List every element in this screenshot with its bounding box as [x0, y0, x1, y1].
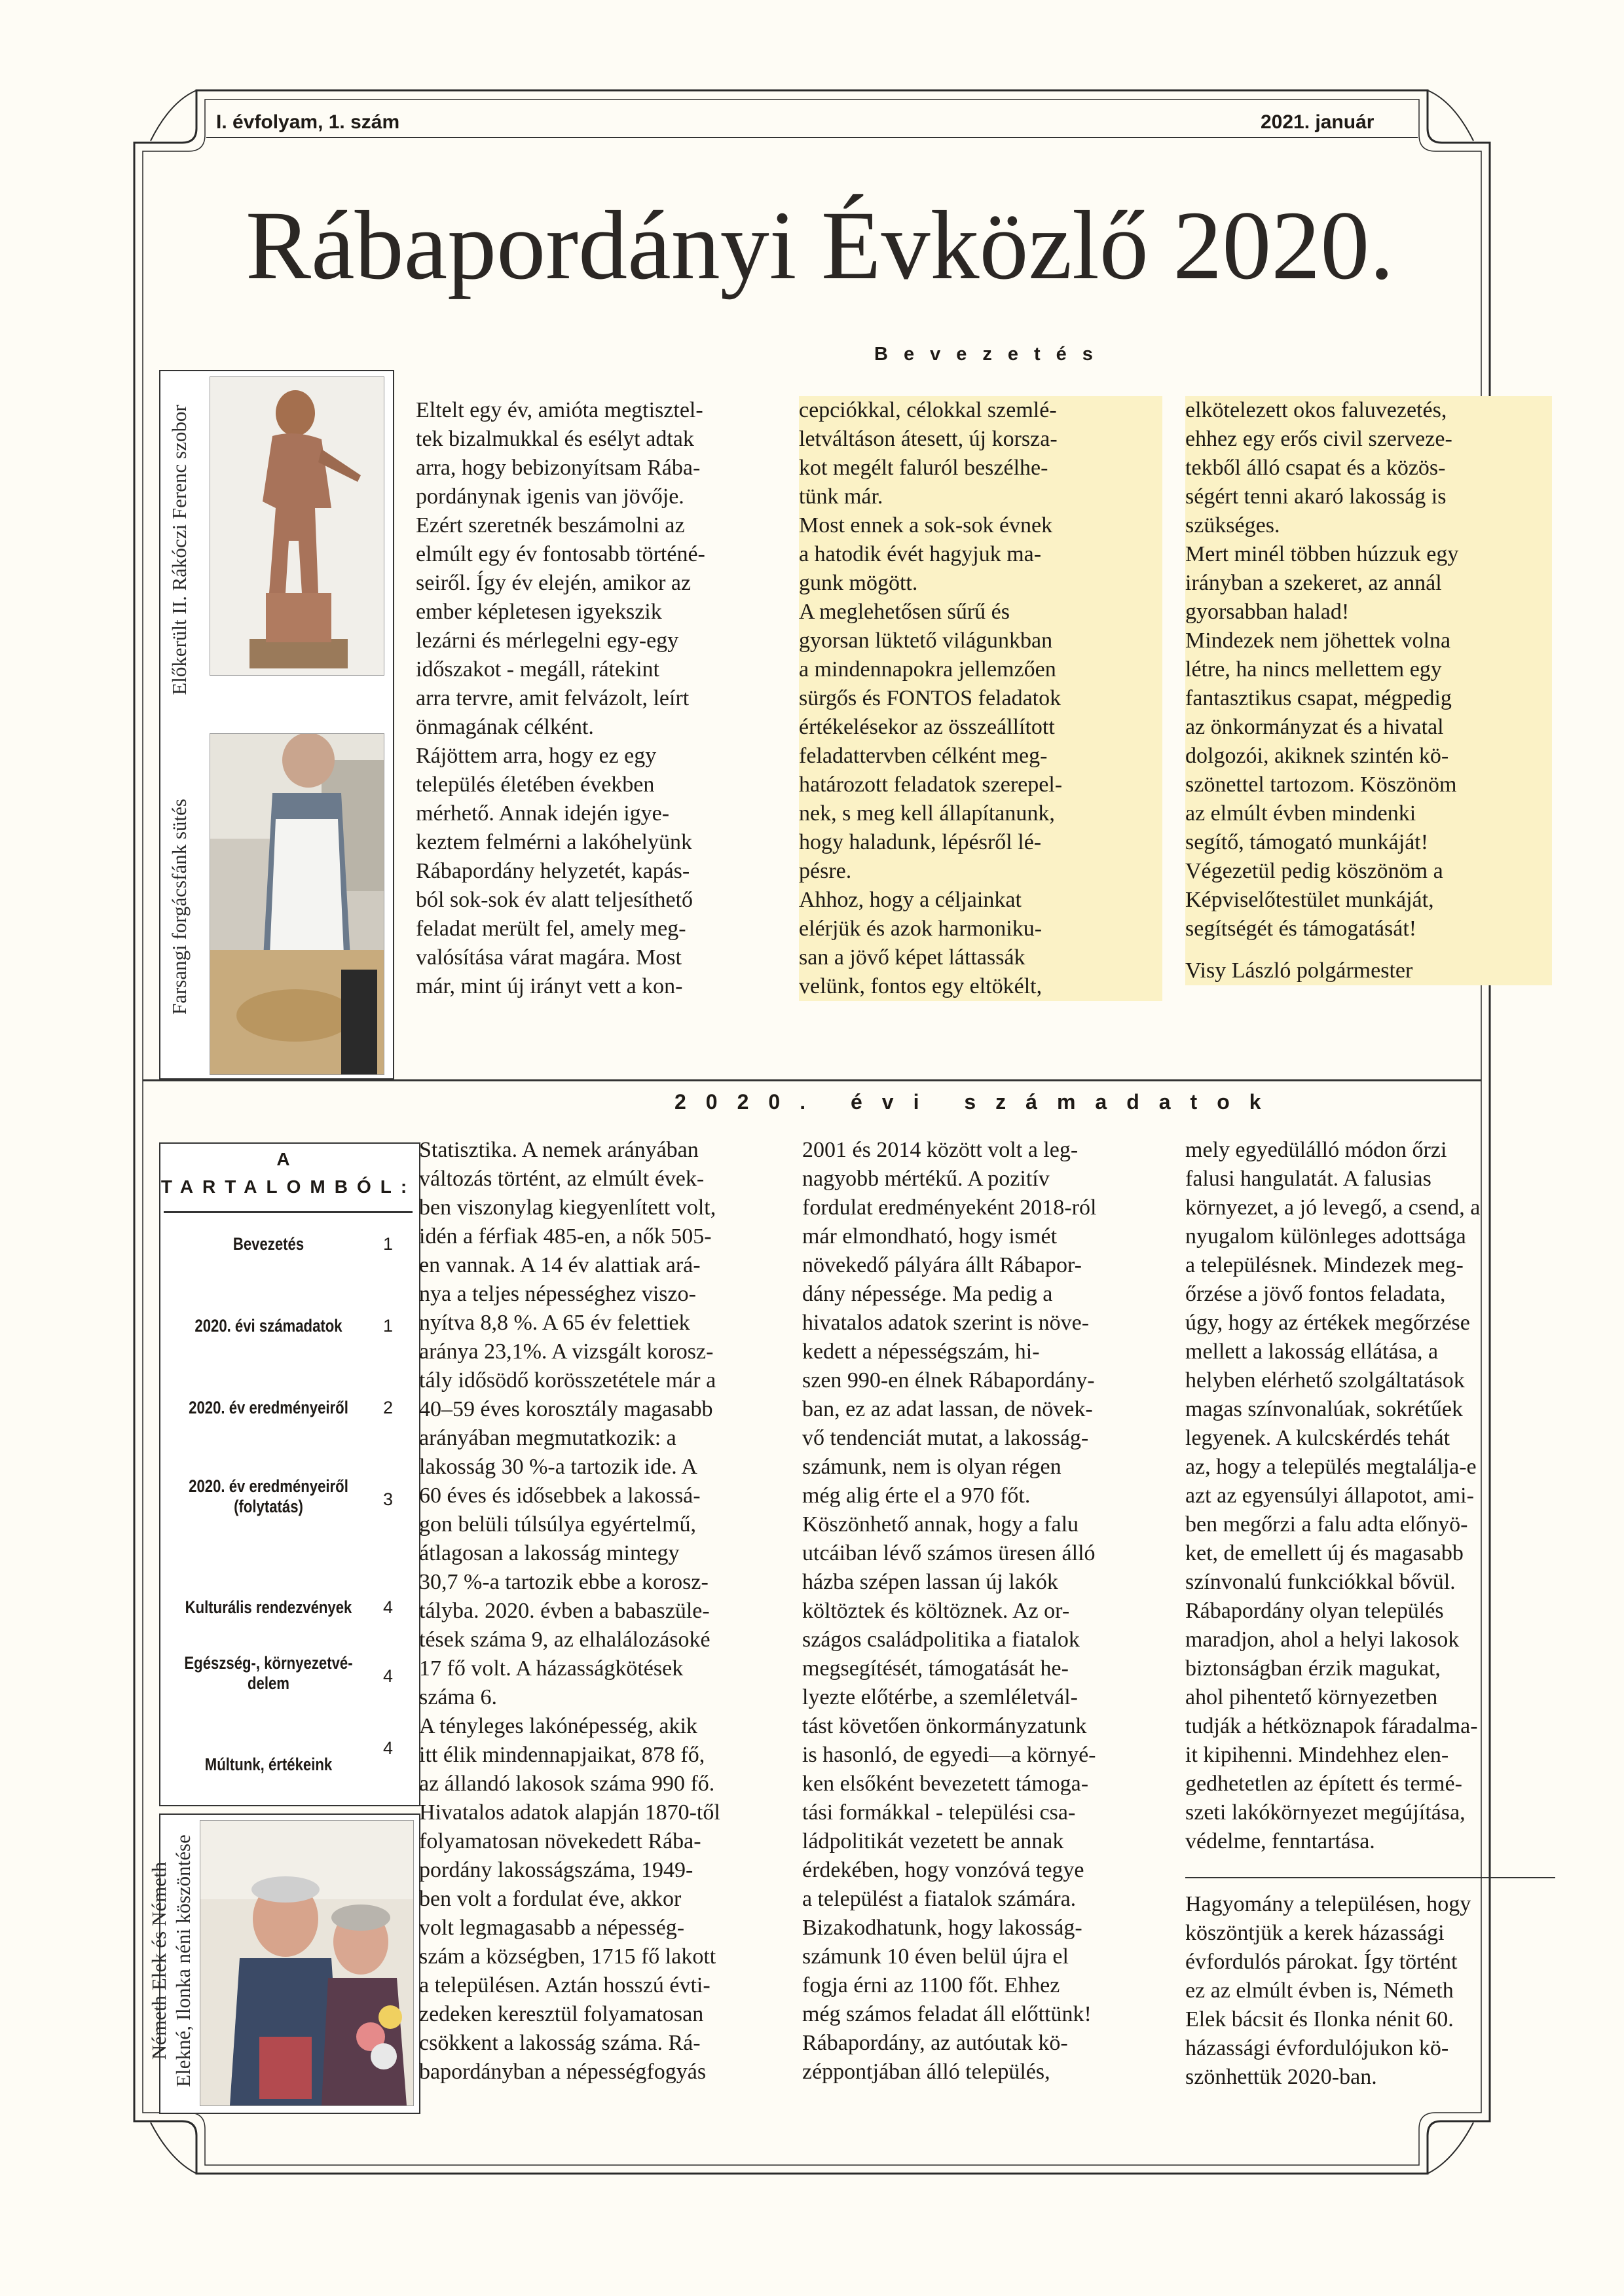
text-line: az önkormányzat és a hivatal: [1185, 715, 1444, 739]
text-line: a települést a fiatalok számára.: [802, 1887, 1077, 1911]
toc-item[interactable]: [164, 1234, 413, 1273]
intro-column-1: [416, 396, 776, 1001]
text-line: ben viszonylag kiegyenlített volt,: [419, 1195, 716, 1220]
text-line: ben megőrzi a falu adta előnyö-: [1185, 1512, 1468, 1537]
text-line: ból sok-sok év alatt teljesíthető: [416, 888, 693, 912]
text-line: en vannak. A 14 év alattiak ará-: [419, 1253, 701, 1277]
text-line: gyorsan lüktető világunkban: [799, 629, 1053, 653]
text-line: segítségét és támogatását!: [1185, 917, 1417, 941]
text-line: gon belüli túlsúlya egyértelmű,: [419, 1512, 697, 1537]
text-line: szen 990-en élnek Rábapordány-: [802, 1368, 1095, 1393]
text-line: önmagának célként.: [416, 715, 594, 739]
text-line: helyben elérhető szolgáltatások: [1185, 1368, 1465, 1393]
text-line: A meglehetősen sűrű és: [799, 600, 1010, 624]
text-line: szám a községben, 1715 fő lakott: [419, 1944, 716, 1969]
toc-item-page: 3: [383, 1489, 394, 1509]
text-line: köszöntjük a kerek házassági: [1185, 1921, 1445, 1945]
text-line: valósítása várat magára. Most: [416, 945, 682, 970]
toc-heading-line1: A: [276, 1149, 301, 1169]
text-line: Bizakodhatunk, hogy lakosság-: [802, 1916, 1082, 1940]
text-line: határozott feladatok szerepel-: [799, 773, 1063, 797]
toc-item-label: 2020. évi számadatok: [194, 1316, 342, 1336]
section-heading-szamadatok: 2020. évi számadatok: [674, 1090, 1281, 1114]
text-line: tály idősödő korösszetétele már a: [419, 1368, 716, 1393]
couple-photo: [200, 1820, 414, 2106]
text-line: nya a teljes népességhez viszo-: [419, 1282, 696, 1306]
text-line: Ahhoz, hogy a céljainkat: [799, 888, 1022, 912]
text-line: Elek bácsit és Ilonka nénit 60.: [1185, 2007, 1454, 2032]
signature: Visy László polgármester: [1185, 958, 1413, 983]
issue-number: I. évfolyam, 1. szám: [216, 111, 400, 133]
text-line: kot megélt faluról beszélhe-: [799, 456, 1048, 480]
text-line: szönhettük 2020-ban.: [1185, 2065, 1377, 2089]
text-line: az állandó lakosok száma 990 fő.: [419, 1772, 715, 1796]
text-line: fordulat eredményeként 2018-ról: [802, 1195, 1097, 1220]
text-line: száma 6.: [419, 1685, 497, 1709]
toc-item[interactable]: [164, 1476, 413, 1535]
toc-item[interactable]: [164, 1738, 413, 1794]
text-line: idén a férfiak 485-en, a nők 505-: [419, 1224, 712, 1248]
text-line: értékelésekor az összeállított: [799, 715, 1055, 739]
statue-photo: [210, 376, 384, 676]
text-line: a hatodik évét hagyjuk ma-: [799, 542, 1042, 566]
text-line: Mert minél többen húzzuk egy: [1185, 542, 1459, 566]
toc-item-label: 2020. év eredményeiről (folytatás): [189, 1476, 348, 1516]
text-line: elérjük és azok harmoniku-: [799, 917, 1043, 941]
text-line: időszakot - megáll, rátekint: [416, 657, 659, 682]
text-line: növekedő pályára állt Rábapor-: [802, 1253, 1082, 1277]
text-line: mérhető. Annak idején igye-: [416, 801, 670, 826]
toc-rule: [164, 1211, 413, 1213]
text-line: számunk 10 éven belül újra el: [802, 1944, 1069, 1969]
text-line: szeti lakókörnyezet megújítása,: [1185, 1800, 1466, 1825]
section-heading-bevezetes: Bevezetés: [874, 344, 1109, 365]
text-line: volt legmagasabb a népesség-: [419, 1916, 685, 1940]
text-line: Hagyomány a településen, hogy: [1185, 1892, 1471, 1916]
caption-statue: Előkerült II. Rákóczi Ferenc szobor: [168, 405, 191, 695]
text-line: pordánynak igenis van jövője.: [416, 484, 684, 509]
text-line: őrzése a jövő fontos feladata,: [1185, 1282, 1446, 1306]
text-line: gyorsabban halad!: [1185, 600, 1350, 624]
text-line: Rábapordány olyan település: [1185, 1599, 1444, 1623]
text-line: pordány lakosságszáma, 1949-: [419, 1858, 693, 1882]
text-line: már, mint új irányt vett a kon-: [416, 974, 683, 998]
text-line: Rájöttem arra, hogy ez egy: [416, 744, 657, 768]
text-line: tések száma 9, az elhalálozásoké: [419, 1628, 710, 1652]
text-line: dány népessége. Ma pedig a: [802, 1282, 1053, 1306]
text-line: elmúlt egy év fontosabb történé-: [416, 542, 705, 566]
toc-item-label: Egészség-, környezetvé-delem: [184, 1653, 353, 1693]
text-line: szükséges.: [1185, 513, 1280, 538]
text-line: számunk, nem is olyan régen: [802, 1455, 1061, 1479]
text-line: falusi hangulatát. A falusias: [1185, 1167, 1431, 1191]
text-line: sürgős és FONTOS feladatok: [799, 686, 1061, 710]
stats-column-1: [419, 1136, 776, 2086]
text-line: aránya 23,1%. A vizsgált korosz-: [419, 1339, 714, 1364]
text-line: utcáiban lévő számos üresen álló: [802, 1541, 1096, 1565]
text-line: 30,7 %-a tartozik ebbe a korosz-: [419, 1570, 709, 1594]
toc-item-page: 2: [383, 1398, 394, 1417]
text-line: feladat merült fel, amely meg-: [416, 917, 686, 941]
text-line: seiről. Így év elején, amikor az: [416, 571, 692, 595]
text-line: változás történt, az elmúlt évek-: [419, 1167, 705, 1191]
text-line: ken elsőként bevezetett támoga-: [802, 1772, 1089, 1796]
text-line: tünk már.: [799, 484, 883, 509]
issue-date: 2021. január: [1261, 111, 1375, 133]
text-line: ember képletesen igyekszik: [416, 600, 662, 624]
toc-item-page: 1: [383, 1234, 394, 1254]
text-line: nyítva 8,8 %. A 65 év felettiek: [419, 1311, 690, 1335]
toc-item[interactable]: [164, 1653, 413, 1712]
caption-couple-line1: Németh Elek és Németh: [147, 1861, 170, 2060]
text-line: házba szépen lassan új lakók: [802, 1570, 1058, 1594]
text-line: cepciókkal, célokkal szemlé-: [799, 398, 1057, 422]
text-line: is hasonló, de egyedi—a környé-: [802, 1743, 1096, 1767]
text-line: dolgozói, akiknek szintén kö-: [1185, 744, 1449, 768]
toc-item-label: 2020. év eredményeiről: [189, 1398, 348, 1417]
farsang-photo: [210, 733, 384, 1075]
toc-item-page: 4: [383, 1738, 394, 1758]
toc-item[interactable]: [164, 1316, 413, 1355]
toc-item-page: 1: [383, 1316, 394, 1336]
text-line: azt az egyensúlyi állapotot, ami-: [1185, 1484, 1474, 1508]
text-line: a mindennapokra jellemzően: [799, 657, 1056, 682]
text-line: fantasztikus csapat, mégpedig: [1185, 686, 1452, 710]
text-line: 60 éves és idősebbek a lakossá-: [419, 1484, 701, 1508]
text-line: tekből álló csapat és a közös-: [1185, 456, 1446, 480]
text-line: ben volt a fordulat éve, akkor: [419, 1887, 682, 1911]
text-line: velünk, fontos egy eltökélt,: [799, 974, 1043, 998]
page-title: Rábapordányi Évközlő 2020.: [246, 191, 1394, 300]
text-line: létre, ha nincs mellettem egy: [1185, 657, 1442, 682]
text-line: környezet, a jó levegő, a csend, a: [1185, 1195, 1481, 1220]
intro-column-3: [1185, 396, 1552, 985]
text-line: szönettel tartozom. Köszönöm: [1185, 773, 1457, 797]
text-line: legyenek. A kulcskérdés tehát: [1185, 1426, 1450, 1450]
text-line: Képviselőtestület munkáját,: [1185, 888, 1434, 912]
text-line: folyamatosan növekedett Rába-: [419, 1829, 701, 1853]
text-line: szágos családpolitika a fiatalok: [802, 1628, 1080, 1652]
text-line: Eltelt egy év, amióta megtisztel-: [416, 398, 703, 422]
text-line: színvonalú funkciókkal bővül.: [1185, 1570, 1456, 1594]
text-line: ban, ez az adat lassan, de növek-: [802, 1397, 1093, 1421]
toc-item-page: 4: [383, 1666, 394, 1686]
text-line: Ezért szeretnék beszámolni az: [416, 513, 685, 538]
text-line: még alig érte el a 970 főt.: [802, 1484, 1031, 1508]
text-line: Köszönhető annak, hogy a falu: [802, 1512, 1079, 1537]
text-line: biztonságban érzik magukat,: [1185, 1656, 1441, 1681]
text-line: mellett a lakosság ellátása, a: [1185, 1339, 1439, 1364]
text-line: vő tendenciát mutat, a lakosság-: [802, 1426, 1089, 1450]
caption-couple-line2: Elekné, Ilonka néni köszöntése: [172, 1834, 194, 2087]
text-line: Rábapordány, az autóutak kö-: [802, 2031, 1068, 2055]
text-line: a településen. Aztán hosszú évti-: [419, 1973, 710, 1997]
text-line: hogy haladunk, lépésről lé-: [799, 830, 1042, 854]
text-line: megsegítését, támogatását he-: [802, 1656, 1069, 1681]
text-line: gedhetetlen az épített és termé-: [1185, 1772, 1462, 1796]
text-line: tályba. 2020. évben a babaszüle-: [419, 1599, 710, 1623]
text-line: bapordányban a népességfogyás: [419, 2060, 707, 2084]
text-line: lakosság 30 %-a tartozik ide. A: [419, 1455, 697, 1479]
toc-heading-line2: TARTALOMBÓL:: [160, 1176, 416, 1197]
text-line: arra tervre, amit felvázolt, leírt: [416, 686, 690, 710]
intro-column-2: [799, 396, 1162, 1001]
text-line: 40–59 éves korosztály magasabb: [419, 1397, 713, 1421]
text-line: Statisztika. A nemek arányában: [419, 1138, 699, 1162]
text-line: évfordulós párokat. Így történt: [1185, 1950, 1458, 1974]
text-line: ládpolitikát vezetett be annak: [802, 1829, 1064, 1853]
text-line: ségért tenni akaró lakosság is: [1185, 484, 1447, 509]
text-line: érdekében, hogy vonzóvá tegye: [802, 1858, 1084, 1882]
text-line: segítő, támogató munkáját!: [1185, 830, 1429, 854]
text-line: letváltáson átesett, új korsza-: [799, 427, 1058, 451]
text-line: Mindezek nem jöhettek volna: [1185, 629, 1451, 653]
text-line: arra, hogy bebizonyítsam Rába-: [416, 456, 701, 480]
text-line: település életében években: [416, 773, 655, 797]
text-line: Rábapordány helyzetét, kapás-: [416, 859, 690, 883]
toc-item-label: Bevezetés: [232, 1234, 304, 1254]
text-line: 17 fő volt. A házasságkötések: [419, 1656, 684, 1681]
toc-item[interactable]: [164, 1398, 413, 1437]
text-line: tek bizalmukkal és esélyt adtak: [416, 427, 694, 451]
text-line: lezárni és mérlegelni egy-egy: [416, 629, 679, 653]
text-line: pésre.: [799, 859, 852, 883]
text-line: átlagosan a lakosság mintegy: [419, 1541, 680, 1565]
text-line: keztem felmérni a lakóhelyünk: [416, 830, 692, 854]
text-line: it kipihenni. Mindehhez elen-: [1185, 1743, 1449, 1767]
stats-column-2: [802, 1136, 1166, 2086]
text-line: költöztek és költöznek. Az or-: [802, 1599, 1070, 1623]
stats-column-3: [1185, 1136, 1555, 2092]
text-line: maradjon, ahol a helyi lakosok: [1185, 1628, 1460, 1652]
text-line: még számos feladat áll előttünk!: [802, 2002, 1092, 2026]
text-line: nek, s meg kell állapítanunk,: [799, 801, 1055, 826]
text-line: nyugalom különleges adottsága: [1185, 1224, 1466, 1248]
text-line: A tényleges lakónépesség, akik: [419, 1714, 697, 1738]
text-line: tudják a hétköznapok fáradalma-: [1185, 1714, 1478, 1738]
text-line: úgy, hogy az értékek megőrzése: [1185, 1311, 1470, 1335]
caption-farsang: Farsangi forgácsfánk sütés: [168, 799, 191, 1015]
toc-item-label: Múltunk, értékeink: [204, 1755, 333, 1774]
text-line: a településnek. Mindezek meg-: [1185, 1253, 1464, 1277]
text-line: irányban a szekeret, az annál: [1185, 571, 1442, 595]
text-line: itt élik mindennapjaikat, 878 fő,: [419, 1743, 705, 1767]
text-line: san a jövő képet láttassák: [799, 945, 1025, 970]
text-line: hivatalos adatok szerint is növe-: [802, 1311, 1090, 1335]
text-line: 2001 és 2014 között volt a leg-: [802, 1138, 1079, 1162]
column-divider: [1185, 1856, 1555, 1878]
text-line: gunk mögött.: [799, 571, 918, 595]
toc-item-label: Kulturális rendezvények: [185, 1597, 352, 1617]
text-line: kedett a népességszám, hi-: [802, 1339, 1040, 1364]
text-line: védelme, fenntartása.: [1185, 1829, 1375, 1853]
text-line: ehhez egy erős civil szerveze-: [1185, 427, 1452, 451]
text-line: Most ennek a sok-sok évnek: [799, 513, 1053, 538]
text-line: csökkent a lakosság száma. Rá-: [419, 2031, 701, 2055]
text-line: fogja érni az 1100 főt. Ehhez: [802, 1973, 1060, 1997]
text-line: tási formákkal - települési csa-: [802, 1800, 1076, 1825]
text-line: arányában megmutatkozik: a: [419, 1426, 676, 1450]
text-line: nagyobb mértékű. A pozitív: [802, 1167, 1050, 1191]
text-line: zéppontjában álló település,: [802, 2060, 1050, 2084]
text-line: ket, de emellett új és magasabb: [1185, 1541, 1464, 1565]
text-line: zedeken keresztül folyamatosan: [419, 2002, 704, 2026]
text-line: elkötelezett okos faluvezetés,: [1185, 398, 1447, 422]
text-line: ahol pihentető környezetben: [1185, 1685, 1438, 1709]
text-line: ez az elmúlt évben is, Németh: [1185, 1978, 1454, 2003]
text-line: Végezetül pedig köszönöm a: [1185, 859, 1443, 883]
toc-item[interactable]: [164, 1597, 413, 1637]
text-line: házassági évfordulójukon kö-: [1185, 2036, 1449, 2060]
text-line: lyezte előtérbe, a szemléletvál-: [802, 1685, 1078, 1709]
text-line: Hivatalos adatok alapján 1870-től: [419, 1800, 720, 1825]
text-line: feladattervben célként meg-: [799, 744, 1048, 768]
toc-item-page: 4: [383, 1597, 394, 1617]
text-line: mely egyedülálló módon őrzi: [1185, 1138, 1447, 1162]
text-line: az, hogy a település megtalálja-e: [1185, 1455, 1477, 1479]
text-line: magas színvonalúak, sokrétűek: [1185, 1397, 1463, 1421]
text-line: az elmúlt évben mindenki: [1185, 801, 1416, 826]
text-line: tást követően önkormányzatunk: [802, 1714, 1087, 1738]
text-line: már elmondható, hogy ismét: [802, 1224, 1058, 1248]
